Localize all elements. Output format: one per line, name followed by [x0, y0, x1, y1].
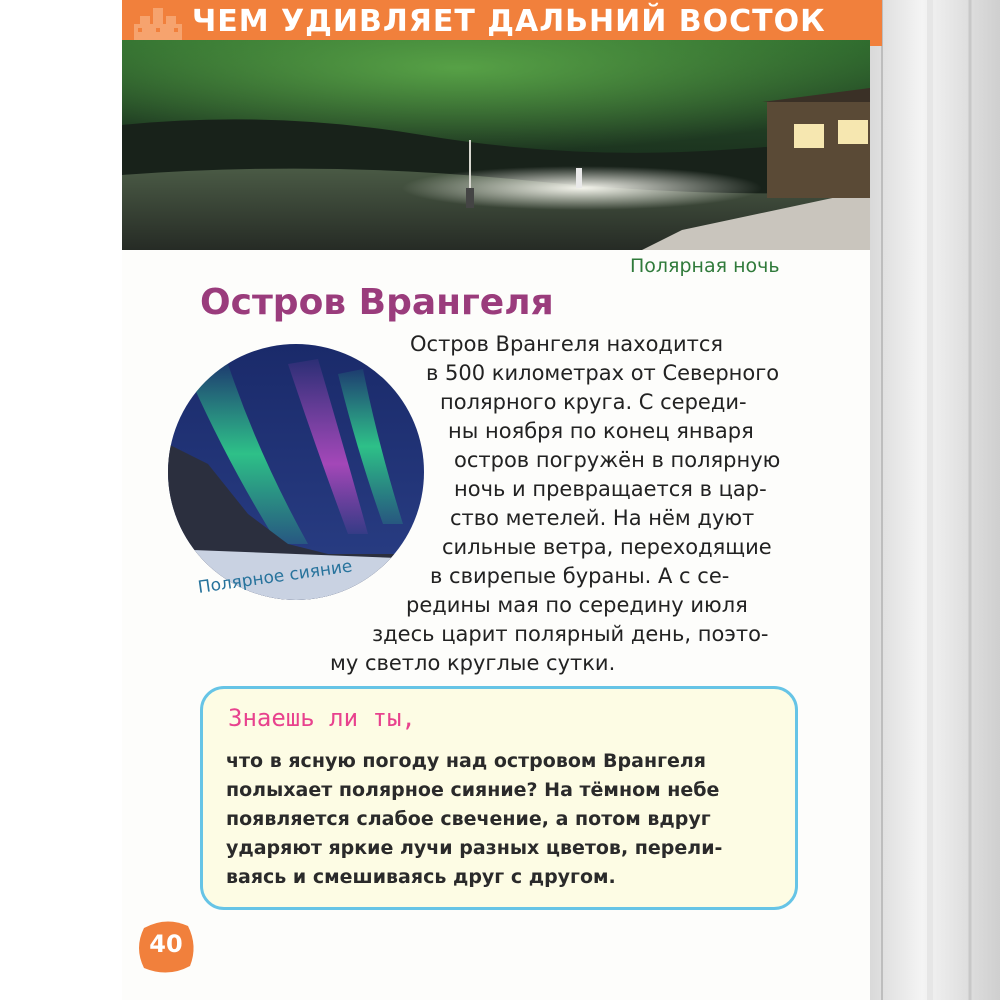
body-line: остров погружён в полярную — [454, 448, 781, 472]
chapter-title: ЧЕМ УДИВЛЯЕТ ДАЛЬНИЙ ВОСТОК — [192, 4, 826, 39]
body-line: му светло круглые сутки. — [330, 651, 616, 675]
fact-line: появляется слабое свечение, а потом вдруг — [226, 808, 711, 830]
fact-line: полыхает полярное сияние? На тёмном небе — [226, 779, 720, 801]
section-title: Остров Врангеля — [200, 282, 554, 323]
fact-line: ударяют яркие лучи разных цветов, перели- — [226, 837, 723, 859]
body-line: ночь и превращается в цар- — [454, 477, 767, 501]
book-spine — [870, 0, 1000, 1000]
body-line: Остров Врангеля находится — [410, 332, 724, 356]
body-line: ны ноября по конец января — [448, 419, 754, 443]
body-line: редины мая по середину июля — [406, 593, 748, 617]
page-number-badge — [134, 914, 198, 978]
page-number: 40 — [149, 930, 183, 958]
spine-texture — [870, 0, 1000, 1000]
fact-line: что в ясную погоду над островом Врангеля — [226, 750, 707, 772]
kremlin-icon — [132, 6, 184, 42]
body-line: сильные ветра, переходящие — [442, 535, 772, 559]
body-line: в 500 километрах от Северного — [426, 361, 780, 385]
did-you-know-title: Знаешь ли ты, — [228, 704, 416, 732]
aurora-caption: Полярное сияние — [196, 556, 354, 598]
body-line: ство метелей. На нём дуют — [450, 506, 755, 530]
body-line: полярного круга. С середи- — [440, 390, 747, 414]
aurora-photo — [168, 344, 424, 600]
polar-night-caption: Полярная ночь — [630, 255, 780, 277]
aurora-image — [168, 344, 424, 600]
polar-night-photo — [122, 40, 870, 250]
polar-night-image — [122, 40, 870, 250]
fact-line: ваясь и смешиваясь друг с другом. — [226, 866, 616, 888]
body-line: в свирепые бураны. А с се- — [430, 564, 730, 588]
body-line: здесь царит полярный день, поэто- — [372, 622, 769, 646]
